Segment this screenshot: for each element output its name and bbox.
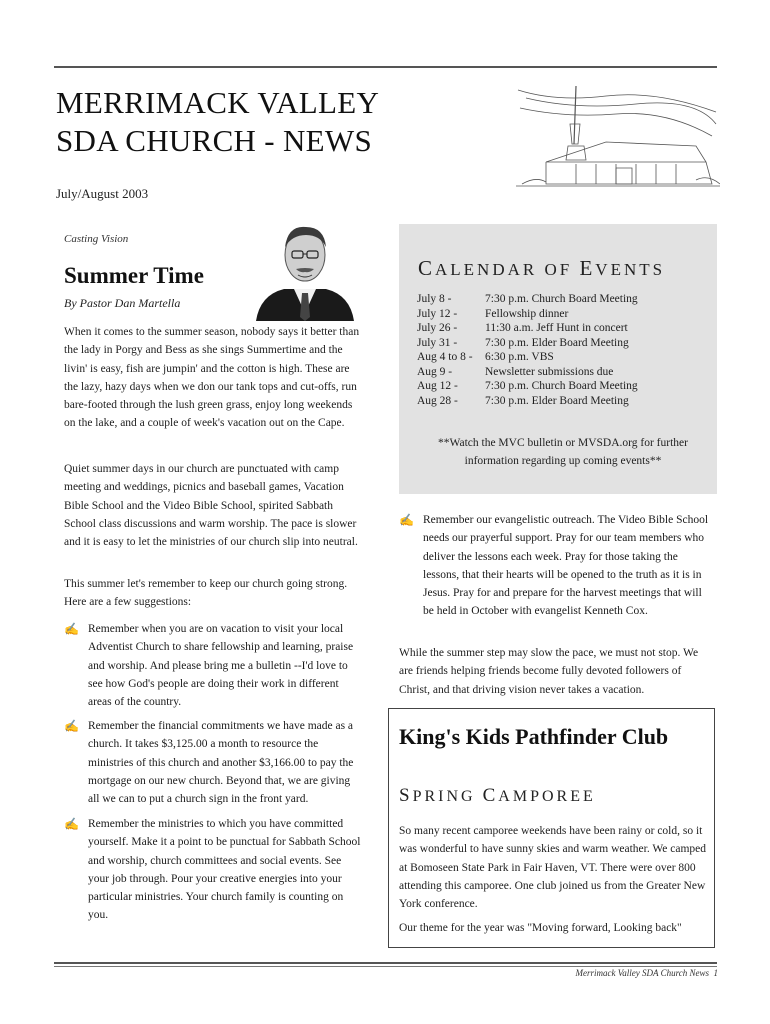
kings-kids-headline: King's Kids Pathfinder Club [399,724,669,749]
calendar-note: **Watch the MVC bulletin or MVSDA.org for further information regarding up coming events** [438,437,688,467]
camporee-paragraph-1: So many recent camporee weekends have been rainy or cold, so it was wonderful to have sunny skies and warm weather. We camped at Bomoseen State Park in Fair Haven, VT. There were over 800 attending this camporee. One club joined us from the Greater New York conference. [399,825,707,911]
list-item-text: Remember our evangelistic outreach. The Video Bible School needs our prayerful support. Pray for our team members who deliver the lessons each week. Pray for those taking the lessons, that their hearts will be opened to the truth as it is in Jesus. Pray for and prepare for the harvest meetings that will be held in October with evangelist Kenneth Cox. [423,514,709,618]
article-paragraph-2: Quiet summer days in our church are punctuated with camp meeting and weddings, picnics and baseball games, Vacation Bible School and the Video Bible School, spirited Sabbath School class discussions and warm worship. The pace is slower and it is easy to let the ministries of our church slip into neutral. [64,463,358,549]
footer-publication: Merrimack Valley SDA Church News [575,968,709,978]
article-headline: Summer Time [64,263,204,288]
masthead-title [56,84,379,160]
church-sketch-image [516,84,720,188]
calendar-title: CALENDAR OF EVENTS [418,256,666,280]
writing-hand-icon: ✍ [399,513,414,527]
list-item-text: Remember when you are on vacation to visit your local Adventist Church to share fellowship and learning, praise and worship. And please bring me a bulletin --I'd love to see how God's people are doing their work in different areas of the country. [88,623,354,709]
top-rule [54,66,717,68]
spring-camporee-subhead: SPRING CAMPOREE [399,785,596,806]
article-paragraph-1: When it comes to the summer season, nobody says it better than the lady in Porgy and Bess as she sings Summertime and the livin' is easy, fish are jumpin' and the cotton is high. These are the lazy, hazy days when we don our tank tops and cut-offs, run bare-footed through the lush green grass, enjoy long weekends on the lake, and a couple of week's vacation out on the Cape. [64,326,360,430]
writing-hand-icon: ✍ [64,719,79,733]
writing-hand-icon: ✍ [64,622,79,636]
page-number: 1 [713,968,718,978]
writing-hand-icon: ✍ [64,817,79,831]
masthead-line-2: SDA CHURCH - NEWS [56,123,372,158]
article-kicker: Casting Vision [64,233,129,245]
list-item-text: Remember the financial commitments we have made as a church. It takes $3,125.00 a month to resource the ministries of this church and another $3,166.00 to pay the mortgage on our new church. Beyond that, we are giving all we can to put a church sign in the front yard. [88,720,354,806]
issue-date: July/August 2003 [56,186,149,201]
masthead-line-1: MERRIMACK VALLEY [56,85,380,120]
pastor-photo [254,217,356,321]
article-byline: By Pastor Dan Martella [64,296,181,310]
footer-rule [54,962,717,964]
page-footer [440,968,718,978]
camporee-paragraph-2: Our theme for the year was "Moving forward, Looking back" [399,922,682,934]
article-paragraph-3: This summer let's remember to keep our church going strong. Here are a few suggestions: [64,578,348,609]
footer-rule-thin [54,966,717,967]
list-item-text: Remember the ministries to which you have committed yourself. Make it a point to be punctual for Sabbath School and worship, church committees and social events. See your job through. Pour your creative energies into your particular ministries. Your church family is counting on you. [88,818,361,922]
article-closing: While the summer step may slow the pace, we must not stop. We are friends helping friends become fully devoted followers of Christ, and that driving vision never takes a vacation. [399,647,699,696]
